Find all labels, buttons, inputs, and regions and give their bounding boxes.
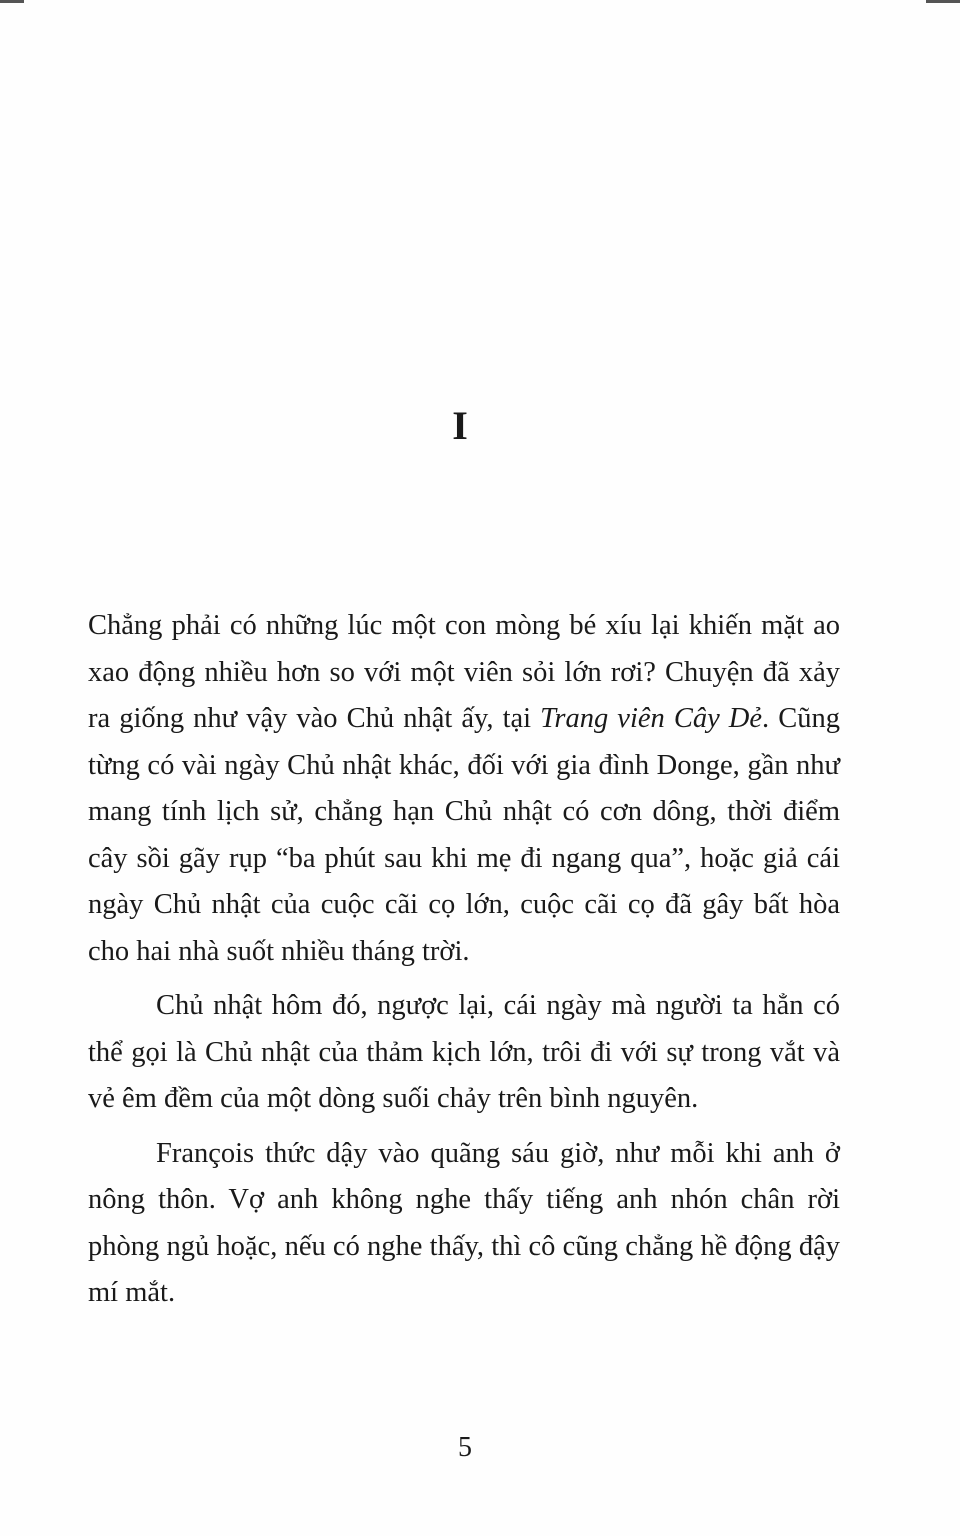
paragraph-3: François thức dậy vào quãng sáu giờ, như mỗi khi anh ở nông thôn. Vợ anh không nghe thấy tiếng anh nhón chân rời phòng ngủ hoặc, nếu có nghe thấy, thì cô cũng chẳng hề động đậy mí mắt. bbox=[88, 1137, 840, 1308]
chapter-heading: I bbox=[452, 403, 468, 448]
scan-edge-mark bbox=[0, 0, 24, 3]
paragraph-1-text-b: . Cũng từng có vài ngày Chủ nhật khác, đối với gia đình Donge, gần như mang tính lịch sử, chẳng hạn Chủ nhật có cơn dông, thời điểm cây sồi gãy rụp “ba phút sau khi mẹ đi ngang qua”, hoặc giả cái ngày Chủ nhật của cuộc cãi cọ lớn, cuộc cãi cọ đã gây bất hòa cho hai nhà suốt nhiều tháng trời. bbox=[88, 703, 840, 967]
page-number: 5 bbox=[458, 1432, 472, 1463]
paragraph-2: Chủ nhật hôm đó, ngược lại, cái ngày mà người ta hẳn có thể gọi là Chủ nhật của thảm kịch lớn, trôi đi với sự trong vắt và vẻ êm đềm của một dòng suối chảy trên bình nguyên. bbox=[88, 990, 840, 1114]
paragraph-1-italic-place-name: Trang viên Cây Dẻ bbox=[540, 703, 763, 734]
paragraph-1 bbox=[88, 603, 840, 975]
chapter-body bbox=[88, 603, 840, 1317]
paragraph-1-text-a: Chẳng phải có những lúc một con mòng bé xíu lại khiến mặt ao xao động nhiều hơn so với một viên sỏi lớn rơi? Chuyện đã xảy ra giống như vậy vào Chủ nhật ấy, tại bbox=[88, 610, 840, 734]
scan-edge-mark bbox=[926, 0, 960, 3]
